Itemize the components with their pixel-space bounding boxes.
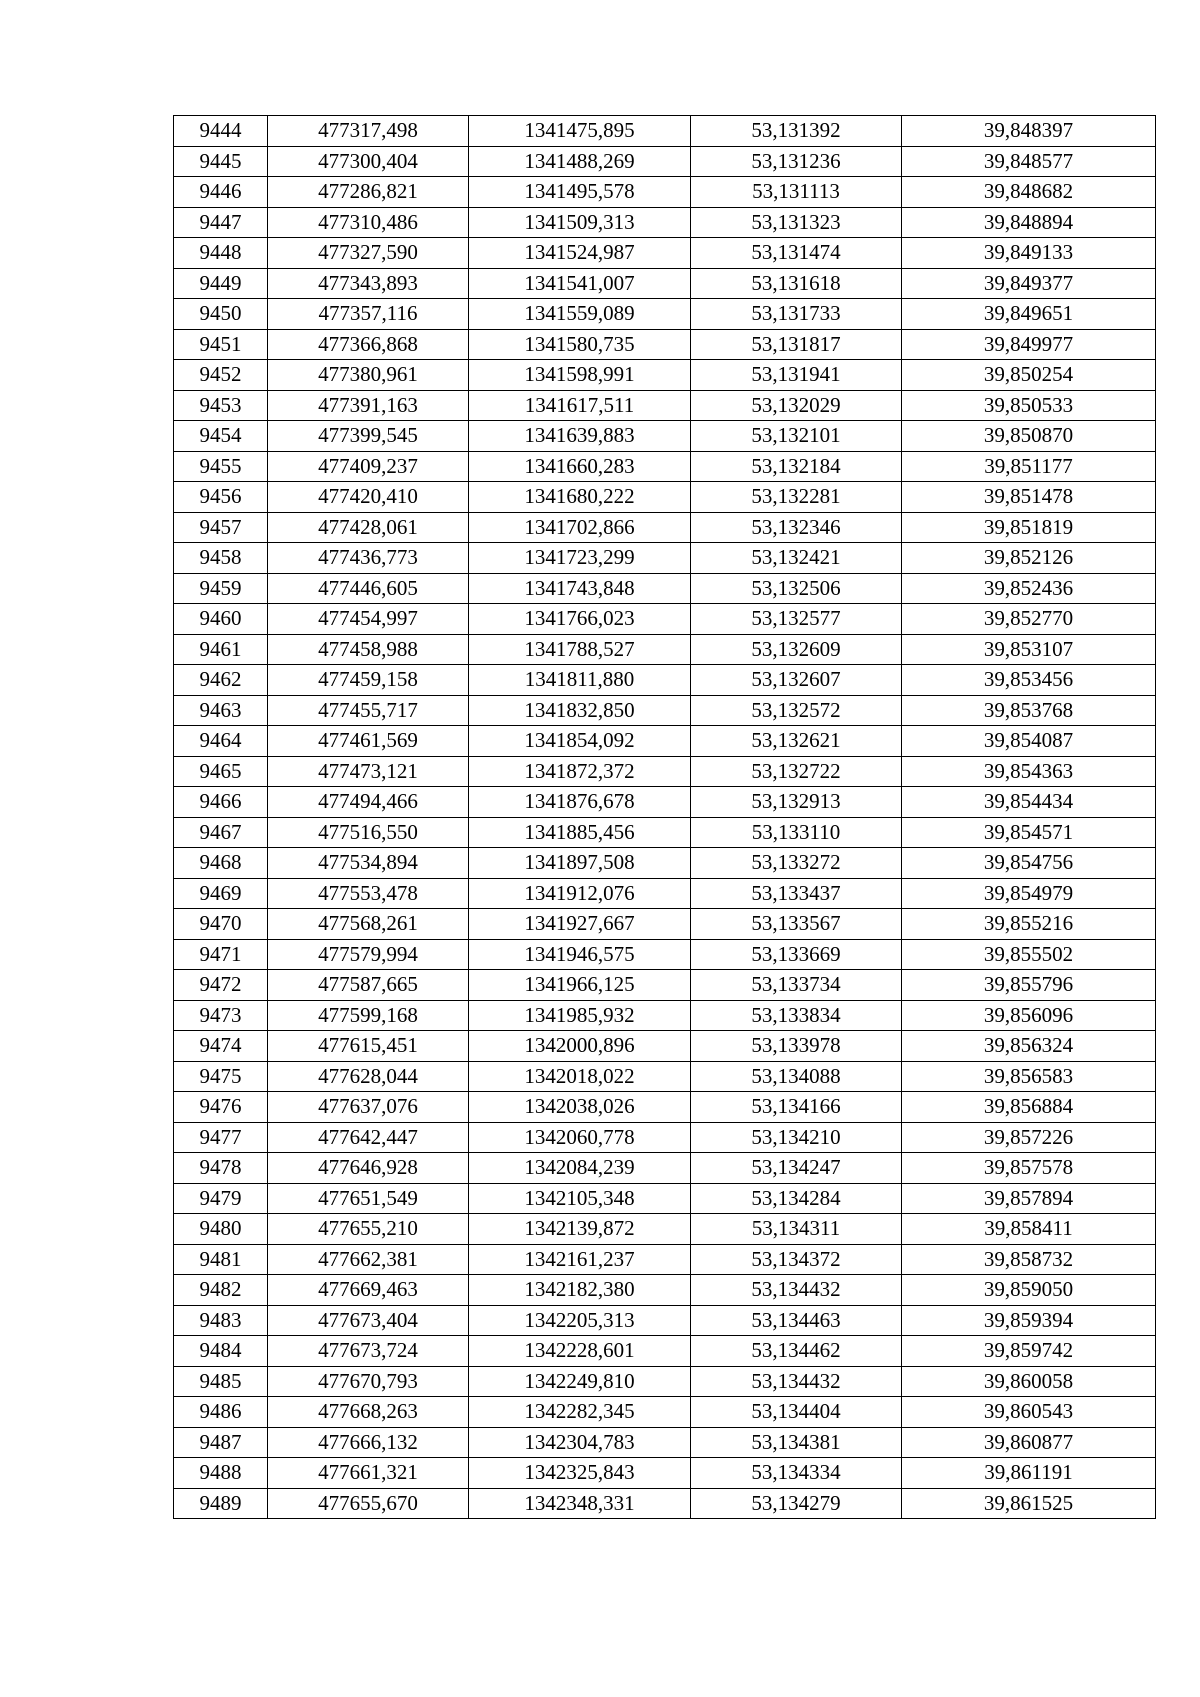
x-coordinate-cell: 477343,893 — [268, 268, 469, 299]
longitude-cell: 39,859742 — [902, 1336, 1156, 1367]
x-coordinate-cell: 477661,321 — [268, 1458, 469, 1489]
longitude-cell: 39,857894 — [902, 1183, 1156, 1214]
latitude-cell: 53,133978 — [691, 1031, 902, 1062]
table-row — [174, 329, 1156, 360]
table-row — [174, 1458, 1156, 1489]
latitude-cell: 53,131941 — [691, 360, 902, 391]
longitude-cell: 39,852770 — [902, 604, 1156, 635]
table-row — [174, 1366, 1156, 1397]
point-number-cell: 9463 — [174, 695, 268, 726]
table-row — [174, 634, 1156, 665]
point-number-cell: 9481 — [174, 1244, 268, 1275]
table-row — [174, 116, 1156, 147]
point-number-cell: 9453 — [174, 390, 268, 421]
longitude-cell: 39,848682 — [902, 177, 1156, 208]
latitude-cell: 53,134334 — [691, 1458, 902, 1489]
y-coordinate-cell: 1342182,380 — [469, 1275, 691, 1306]
table-row — [174, 939, 1156, 970]
x-coordinate-cell: 477461,569 — [268, 726, 469, 757]
point-number-cell: 9465 — [174, 756, 268, 787]
y-coordinate-cell: 1342060,778 — [469, 1122, 691, 1153]
x-coordinate-cell: 477327,590 — [268, 238, 469, 269]
table-row — [174, 1031, 1156, 1062]
x-coordinate-cell: 477473,121 — [268, 756, 469, 787]
y-coordinate-cell: 1341524,987 — [469, 238, 691, 269]
latitude-cell: 53,133567 — [691, 909, 902, 940]
point-number-cell: 9457 — [174, 512, 268, 543]
table-row — [174, 909, 1156, 940]
x-coordinate-cell: 477454,997 — [268, 604, 469, 635]
latitude-cell: 53,132722 — [691, 756, 902, 787]
x-coordinate-cell: 477670,793 — [268, 1366, 469, 1397]
x-coordinate-cell: 477579,994 — [268, 939, 469, 970]
latitude-cell: 53,132281 — [691, 482, 902, 513]
latitude-cell: 53,133669 — [691, 939, 902, 970]
longitude-cell: 39,860058 — [902, 1366, 1156, 1397]
point-number-cell: 9464 — [174, 726, 268, 757]
table-row — [174, 1397, 1156, 1428]
longitude-cell: 39,854363 — [902, 756, 1156, 787]
longitude-cell: 39,859050 — [902, 1275, 1156, 1306]
table-row — [174, 817, 1156, 848]
table-row — [174, 421, 1156, 452]
point-number-cell: 9448 — [174, 238, 268, 269]
x-coordinate-cell: 477666,132 — [268, 1427, 469, 1458]
x-coordinate-cell: 477428,061 — [268, 512, 469, 543]
table-row — [174, 1092, 1156, 1123]
longitude-cell: 39,849977 — [902, 329, 1156, 360]
y-coordinate-cell: 1342105,348 — [469, 1183, 691, 1214]
x-coordinate-cell: 477391,163 — [268, 390, 469, 421]
y-coordinate-cell: 1342304,783 — [469, 1427, 691, 1458]
table-row — [174, 360, 1156, 391]
point-number-cell: 9486 — [174, 1397, 268, 1428]
point-number-cell: 9446 — [174, 177, 268, 208]
latitude-cell: 53,131474 — [691, 238, 902, 269]
latitude-cell: 53,131392 — [691, 116, 902, 147]
point-number-cell: 9451 — [174, 329, 268, 360]
x-coordinate-cell: 477637,076 — [268, 1092, 469, 1123]
longitude-cell: 39,861525 — [902, 1488, 1156, 1519]
x-coordinate-cell: 477459,158 — [268, 665, 469, 696]
x-coordinate-cell: 477516,550 — [268, 817, 469, 848]
table-row — [174, 1000, 1156, 1031]
latitude-cell: 53,134381 — [691, 1427, 902, 1458]
latitude-cell: 53,131817 — [691, 329, 902, 360]
table-row — [174, 756, 1156, 787]
point-number-cell: 9447 — [174, 207, 268, 238]
latitude-cell: 53,131113 — [691, 177, 902, 208]
longitude-cell: 39,849651 — [902, 299, 1156, 330]
point-number-cell: 9478 — [174, 1153, 268, 1184]
longitude-cell: 39,855502 — [902, 939, 1156, 970]
y-coordinate-cell: 1342228,601 — [469, 1336, 691, 1367]
latitude-cell: 53,133834 — [691, 1000, 902, 1031]
x-coordinate-cell: 477446,605 — [268, 573, 469, 604]
longitude-cell: 39,853456 — [902, 665, 1156, 696]
coordinates-table-body — [174, 116, 1156, 1519]
point-number-cell: 9456 — [174, 482, 268, 513]
point-number-cell: 9461 — [174, 634, 268, 665]
y-coordinate-cell: 1341885,456 — [469, 817, 691, 848]
y-coordinate-cell: 1341680,222 — [469, 482, 691, 513]
point-number-cell: 9479 — [174, 1183, 268, 1214]
longitude-cell: 39,858732 — [902, 1244, 1156, 1275]
longitude-cell: 39,856324 — [902, 1031, 1156, 1062]
table-row — [174, 268, 1156, 299]
latitude-cell: 53,132184 — [691, 451, 902, 482]
longitude-cell: 39,854571 — [902, 817, 1156, 848]
point-number-cell: 9458 — [174, 543, 268, 574]
point-number-cell: 9454 — [174, 421, 268, 452]
x-coordinate-cell: 477380,961 — [268, 360, 469, 391]
point-number-cell: 9470 — [174, 909, 268, 940]
table-row — [174, 1488, 1156, 1519]
point-number-cell: 9444 — [174, 116, 268, 147]
point-number-cell: 9483 — [174, 1305, 268, 1336]
x-coordinate-cell: 477494,466 — [268, 787, 469, 818]
latitude-cell: 53,132572 — [691, 695, 902, 726]
x-coordinate-cell: 477615,451 — [268, 1031, 469, 1062]
point-number-cell: 9469 — [174, 878, 268, 909]
x-coordinate-cell: 477366,868 — [268, 329, 469, 360]
y-coordinate-cell: 1341927,667 — [469, 909, 691, 940]
table-row — [174, 146, 1156, 177]
latitude-cell: 53,132621 — [691, 726, 902, 757]
y-coordinate-cell: 1341702,866 — [469, 512, 691, 543]
longitude-cell: 39,856583 — [902, 1061, 1156, 1092]
y-coordinate-cell: 1341509,313 — [469, 207, 691, 238]
x-coordinate-cell: 477673,404 — [268, 1305, 469, 1336]
point-number-cell: 9460 — [174, 604, 268, 635]
y-coordinate-cell: 1341854,092 — [469, 726, 691, 757]
y-coordinate-cell: 1341985,932 — [469, 1000, 691, 1031]
x-coordinate-cell: 477568,261 — [268, 909, 469, 940]
x-coordinate-cell: 477587,665 — [268, 970, 469, 1001]
table-row — [174, 482, 1156, 513]
latitude-cell: 53,132346 — [691, 512, 902, 543]
y-coordinate-cell: 1341946,575 — [469, 939, 691, 970]
longitude-cell: 39,854087 — [902, 726, 1156, 757]
longitude-cell: 39,848894 — [902, 207, 1156, 238]
table-row — [174, 512, 1156, 543]
y-coordinate-cell: 1341488,269 — [469, 146, 691, 177]
y-coordinate-cell: 1342282,345 — [469, 1397, 691, 1428]
x-coordinate-cell: 477599,168 — [268, 1000, 469, 1031]
x-coordinate-cell: 477317,498 — [268, 116, 469, 147]
table-row — [174, 848, 1156, 879]
x-coordinate-cell: 477436,773 — [268, 543, 469, 574]
table-row — [174, 1153, 1156, 1184]
latitude-cell: 53,133110 — [691, 817, 902, 848]
y-coordinate-cell: 1342249,810 — [469, 1366, 691, 1397]
longitude-cell: 39,848577 — [902, 146, 1156, 177]
y-coordinate-cell: 1342348,331 — [469, 1488, 691, 1519]
y-coordinate-cell: 1341475,895 — [469, 116, 691, 147]
latitude-cell: 53,134210 — [691, 1122, 902, 1153]
y-coordinate-cell: 1341876,678 — [469, 787, 691, 818]
y-coordinate-cell: 1341788,527 — [469, 634, 691, 665]
y-coordinate-cell: 1341598,991 — [469, 360, 691, 391]
point-number-cell: 9472 — [174, 970, 268, 1001]
point-number-cell: 9489 — [174, 1488, 268, 1519]
longitude-cell: 39,850533 — [902, 390, 1156, 421]
table-row — [174, 543, 1156, 574]
latitude-cell: 53,132029 — [691, 390, 902, 421]
longitude-cell: 39,852436 — [902, 573, 1156, 604]
table-row — [174, 1122, 1156, 1153]
x-coordinate-cell: 477399,545 — [268, 421, 469, 452]
point-number-cell: 9466 — [174, 787, 268, 818]
latitude-cell: 53,134284 — [691, 1183, 902, 1214]
longitude-cell: 39,855796 — [902, 970, 1156, 1001]
point-number-cell: 9477 — [174, 1122, 268, 1153]
latitude-cell: 53,134279 — [691, 1488, 902, 1519]
longitude-cell: 39,854756 — [902, 848, 1156, 879]
table-row — [174, 1427, 1156, 1458]
latitude-cell: 53,134166 — [691, 1092, 902, 1123]
latitude-cell: 53,133272 — [691, 848, 902, 879]
point-number-cell: 9482 — [174, 1275, 268, 1306]
y-coordinate-cell: 1341580,735 — [469, 329, 691, 360]
point-number-cell: 9485 — [174, 1366, 268, 1397]
latitude-cell: 53,134311 — [691, 1214, 902, 1245]
y-coordinate-cell: 1342161,237 — [469, 1244, 691, 1275]
point-number-cell: 9445 — [174, 146, 268, 177]
latitude-cell: 53,133734 — [691, 970, 902, 1001]
y-coordinate-cell: 1342205,313 — [469, 1305, 691, 1336]
longitude-cell: 39,854979 — [902, 878, 1156, 909]
x-coordinate-cell: 477455,717 — [268, 695, 469, 726]
longitude-cell: 39,851819 — [902, 512, 1156, 543]
x-coordinate-cell: 477668,263 — [268, 1397, 469, 1428]
table-row — [174, 177, 1156, 208]
x-coordinate-cell: 477420,410 — [268, 482, 469, 513]
x-coordinate-cell: 477673,724 — [268, 1336, 469, 1367]
x-coordinate-cell: 477286,821 — [268, 177, 469, 208]
y-coordinate-cell: 1342139,872 — [469, 1214, 691, 1245]
latitude-cell: 53,134432 — [691, 1366, 902, 1397]
y-coordinate-cell: 1341743,848 — [469, 573, 691, 604]
latitude-cell: 53,132421 — [691, 543, 902, 574]
longitude-cell: 39,849133 — [902, 238, 1156, 269]
table-row — [174, 390, 1156, 421]
x-coordinate-cell: 477655,670 — [268, 1488, 469, 1519]
latitude-cell: 53,134247 — [691, 1153, 902, 1184]
table-row — [174, 726, 1156, 757]
latitude-cell: 53,133437 — [691, 878, 902, 909]
latitude-cell: 53,132506 — [691, 573, 902, 604]
latitude-cell: 53,132577 — [691, 604, 902, 635]
table-row — [174, 451, 1156, 482]
table-row — [174, 1183, 1156, 1214]
x-coordinate-cell: 477534,894 — [268, 848, 469, 879]
point-number-cell: 9449 — [174, 268, 268, 299]
latitude-cell: 53,134372 — [691, 1244, 902, 1275]
longitude-cell: 39,858411 — [902, 1214, 1156, 1245]
y-coordinate-cell: 1341872,372 — [469, 756, 691, 787]
y-coordinate-cell: 1341832,850 — [469, 695, 691, 726]
table-row — [174, 1214, 1156, 1245]
longitude-cell: 39,856096 — [902, 1000, 1156, 1031]
point-number-cell: 9468 — [174, 848, 268, 879]
x-coordinate-cell: 477646,928 — [268, 1153, 469, 1184]
longitude-cell: 39,853107 — [902, 634, 1156, 665]
point-number-cell: 9487 — [174, 1427, 268, 1458]
longitude-cell: 39,861191 — [902, 1458, 1156, 1489]
y-coordinate-cell: 1341541,007 — [469, 268, 691, 299]
x-coordinate-cell: 477300,404 — [268, 146, 469, 177]
y-coordinate-cell: 1341617,511 — [469, 390, 691, 421]
y-coordinate-cell: 1341723,299 — [469, 543, 691, 574]
latitude-cell: 53,132609 — [691, 634, 902, 665]
table-row — [174, 665, 1156, 696]
y-coordinate-cell: 1341912,076 — [469, 878, 691, 909]
latitude-cell: 53,134088 — [691, 1061, 902, 1092]
point-number-cell: 9450 — [174, 299, 268, 330]
latitude-cell: 53,132101 — [691, 421, 902, 452]
y-coordinate-cell: 1342000,896 — [469, 1031, 691, 1062]
table-row — [174, 604, 1156, 635]
longitude-cell: 39,849377 — [902, 268, 1156, 299]
x-coordinate-cell: 477669,463 — [268, 1275, 469, 1306]
x-coordinate-cell: 477310,486 — [268, 207, 469, 238]
y-coordinate-cell: 1342038,026 — [469, 1092, 691, 1123]
point-number-cell: 9480 — [174, 1214, 268, 1245]
table-row — [174, 970, 1156, 1001]
x-coordinate-cell: 477553,478 — [268, 878, 469, 909]
table-row — [174, 1336, 1156, 1367]
table-row — [174, 1244, 1156, 1275]
latitude-cell: 53,134432 — [691, 1275, 902, 1306]
latitude-cell: 53,131236 — [691, 146, 902, 177]
point-number-cell: 9473 — [174, 1000, 268, 1031]
latitude-cell: 53,134404 — [691, 1397, 902, 1428]
x-coordinate-cell: 477662,381 — [268, 1244, 469, 1275]
longitude-cell: 39,855216 — [902, 909, 1156, 940]
table-row — [174, 695, 1156, 726]
point-number-cell: 9476 — [174, 1092, 268, 1123]
latitude-cell: 53,134462 — [691, 1336, 902, 1367]
point-number-cell: 9452 — [174, 360, 268, 391]
y-coordinate-cell: 1341660,283 — [469, 451, 691, 482]
y-coordinate-cell: 1341639,883 — [469, 421, 691, 452]
point-number-cell: 9462 — [174, 665, 268, 696]
longitude-cell: 39,851177 — [902, 451, 1156, 482]
table-row — [174, 1061, 1156, 1092]
y-coordinate-cell: 1341897,508 — [469, 848, 691, 879]
longitude-cell: 39,857226 — [902, 1122, 1156, 1153]
longitude-cell: 39,852126 — [902, 543, 1156, 574]
table-row — [174, 573, 1156, 604]
point-number-cell: 9475 — [174, 1061, 268, 1092]
longitude-cell: 39,850870 — [902, 421, 1156, 452]
coordinates-table — [173, 115, 1156, 1519]
longitude-cell: 39,853768 — [902, 695, 1156, 726]
y-coordinate-cell: 1342325,843 — [469, 1458, 691, 1489]
y-coordinate-cell: 1341966,125 — [469, 970, 691, 1001]
latitude-cell: 53,131733 — [691, 299, 902, 330]
table-row — [174, 1275, 1156, 1306]
longitude-cell: 39,860543 — [902, 1397, 1156, 1428]
longitude-cell: 39,854434 — [902, 787, 1156, 818]
y-coordinate-cell: 1341766,023 — [469, 604, 691, 635]
x-coordinate-cell: 477655,210 — [268, 1214, 469, 1245]
x-coordinate-cell: 477651,549 — [268, 1183, 469, 1214]
table-row — [174, 878, 1156, 909]
point-number-cell: 9484 — [174, 1336, 268, 1367]
point-number-cell: 9488 — [174, 1458, 268, 1489]
point-number-cell: 9459 — [174, 573, 268, 604]
latitude-cell: 53,132913 — [691, 787, 902, 818]
table-row — [174, 1305, 1156, 1336]
latitude-cell: 53,134463 — [691, 1305, 902, 1336]
longitude-cell: 39,851478 — [902, 482, 1156, 513]
x-coordinate-cell: 477458,988 — [268, 634, 469, 665]
longitude-cell: 39,856884 — [902, 1092, 1156, 1123]
longitude-cell: 39,848397 — [902, 116, 1156, 147]
x-coordinate-cell: 477642,447 — [268, 1122, 469, 1153]
table-row — [174, 207, 1156, 238]
table-row — [174, 787, 1156, 818]
point-number-cell: 9471 — [174, 939, 268, 970]
y-coordinate-cell: 1341811,880 — [469, 665, 691, 696]
x-coordinate-cell: 477357,116 — [268, 299, 469, 330]
latitude-cell: 53,132607 — [691, 665, 902, 696]
x-coordinate-cell: 477628,044 — [268, 1061, 469, 1092]
point-number-cell: 9455 — [174, 451, 268, 482]
y-coordinate-cell: 1341559,089 — [469, 299, 691, 330]
longitude-cell: 39,850254 — [902, 360, 1156, 391]
y-coordinate-cell: 1341495,578 — [469, 177, 691, 208]
latitude-cell: 53,131323 — [691, 207, 902, 238]
point-number-cell: 9467 — [174, 817, 268, 848]
y-coordinate-cell: 1342084,239 — [469, 1153, 691, 1184]
latitude-cell: 53,131618 — [691, 268, 902, 299]
longitude-cell: 39,859394 — [902, 1305, 1156, 1336]
table-row — [174, 238, 1156, 269]
longitude-cell: 39,860877 — [902, 1427, 1156, 1458]
point-number-cell: 9474 — [174, 1031, 268, 1062]
longitude-cell: 39,857578 — [902, 1153, 1156, 1184]
x-coordinate-cell: 477409,237 — [268, 451, 469, 482]
table-row — [174, 299, 1156, 330]
y-coordinate-cell: 1342018,022 — [469, 1061, 691, 1092]
